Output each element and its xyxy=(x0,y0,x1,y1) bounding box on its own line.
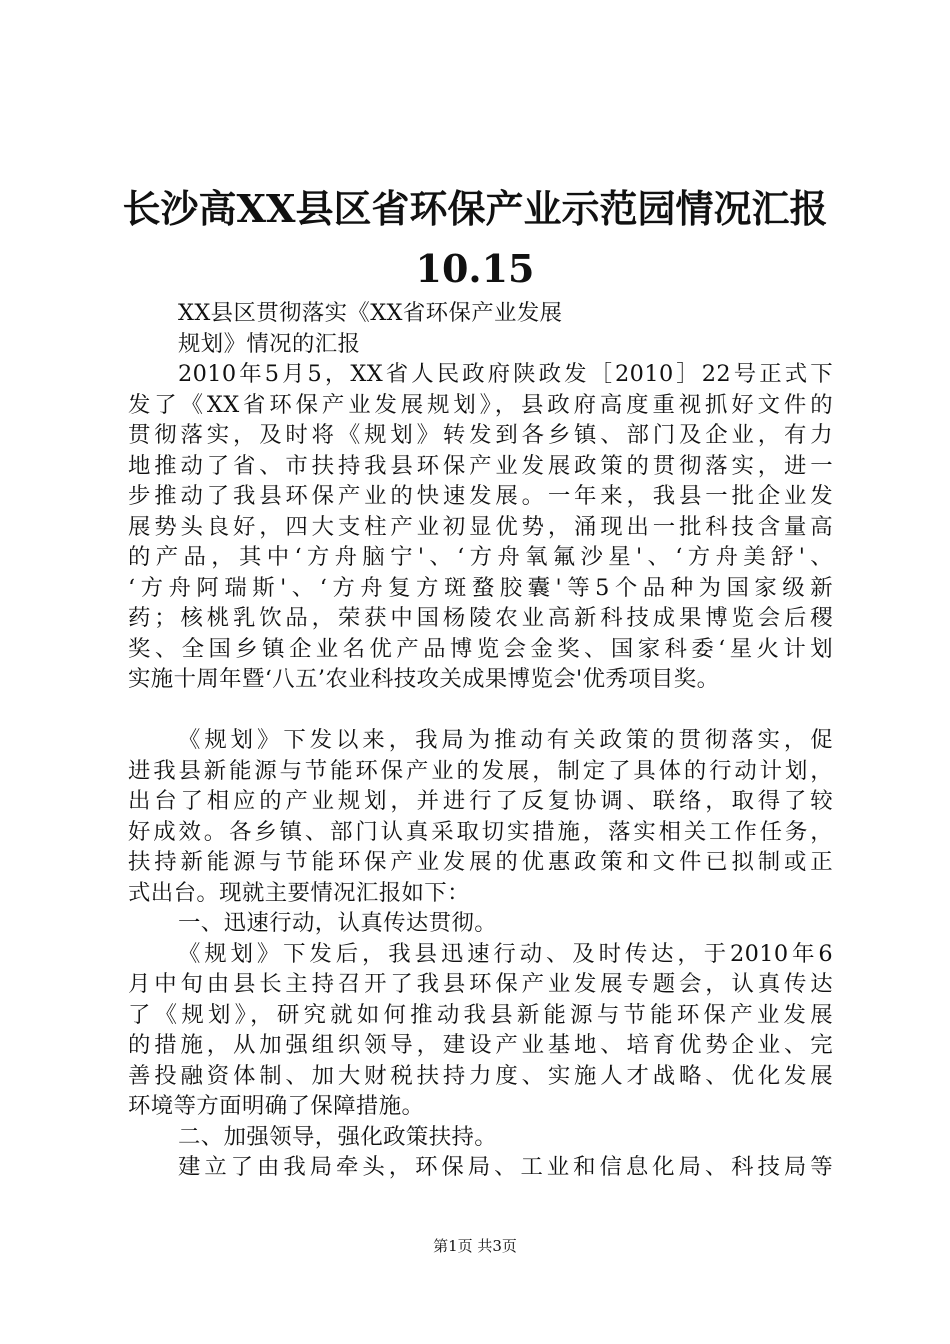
blank-line xyxy=(128,695,833,726)
text-line: 月中旬由县长主持召开了我县环保产业发展专题会，认真传达 xyxy=(128,971,833,997)
document-title: 长沙高XX县区省环保产业示范园情况汇报 xyxy=(122,186,828,231)
text-line: 发了《XX省环保产业发展规划》，县政府高度重视抓好文件的 xyxy=(128,391,833,418)
document-title-date: 10.15 xyxy=(415,246,535,291)
text-line: 进我县新能源与节能环保产业的发展，制定了具体的行动计划， xyxy=(128,757,833,784)
text-line: 好成效。各乡镇、部门认真采取切实措施，落实相关工作任务， xyxy=(128,818,833,845)
page-footer: 第1页 共3页 xyxy=(433,1237,517,1255)
text-line: 二、加强领导，强化政策扶持。 xyxy=(178,1123,498,1150)
text-line: 了《规划》，研究就如何推动我县新能源与节能环保产业发展 xyxy=(128,1001,833,1028)
text-line: 2010年5月5，XX省人民政府陕政发［2010］22号正式下 xyxy=(178,361,833,387)
text-line: ‘方舟阿瑞斯'、‘方舟复方斑蝥胶囊'等5个品种为国家级新 xyxy=(128,574,833,601)
text-line: 地推动了省、市扶持我县环保产业发展政策的贯彻落实，进一 xyxy=(128,452,833,479)
text-line: 的措施，从加强组织领导，建设产业基地、培育优势企业、完 xyxy=(128,1032,833,1058)
text-line: 善投融资体制、加大财税扶持力度、实施人才战略、优化发展 xyxy=(128,1062,833,1089)
text-line: 扶持新能源与节能环保产业发展的优惠政策和文件已拟制或正 xyxy=(128,849,833,875)
text-line: 贯彻落实，及时将《规划》转发到各乡镇、部门及企业，有力 xyxy=(128,422,833,448)
text-line: 药；核桃乳饮品，荣获中国杨陵农业高新科技成果博览会后稷 xyxy=(128,605,833,631)
text-line: 步推动了我县环保产业的快速发展。一年来，我县一批企业发 xyxy=(128,483,833,509)
text-line: 的产品，其中‘方舟脑宁'、‘方舟氧氟沙星'、‘方舟美舒'、 xyxy=(128,544,833,570)
text-line: 一、迅速行动，认真传达贯彻。 xyxy=(178,910,498,936)
document-body xyxy=(128,298,833,1183)
text-line: 展势头良好，四大支柱产业初显优势，涌现出一批科技含量高 xyxy=(128,513,833,540)
text-line: 式出台。现就主要情况汇报如下： xyxy=(128,879,470,906)
text-line: 奖、全国乡镇企业名优产品博览会金奖、国家科委‘星火计划 xyxy=(128,635,833,662)
text-line: 《规划》下发以来，我局为推动有关政策的贯彻落实，促 xyxy=(178,727,833,753)
text-line: 建立了由我局牵头，环保局、工业和信息化局、科技局等 xyxy=(178,1154,833,1180)
text-line: 实施十周年暨‘八五’农业科技攻关成果博览会'优秀项目奖。 xyxy=(128,666,720,692)
text-line: 《规划》下发后，我县迅速行动、及时传达，于2010年6 xyxy=(178,940,833,967)
text-line: 环境等方面明确了保障措施。 xyxy=(128,1093,425,1119)
text-line: 规划》情况的汇报 xyxy=(178,330,361,357)
text-line: 出台了相应的产业规划，并进行了反复协调、联络，取得了较 xyxy=(128,788,833,814)
text-line: XX县区贯彻落实《XX省环保产业发展 xyxy=(178,300,563,326)
